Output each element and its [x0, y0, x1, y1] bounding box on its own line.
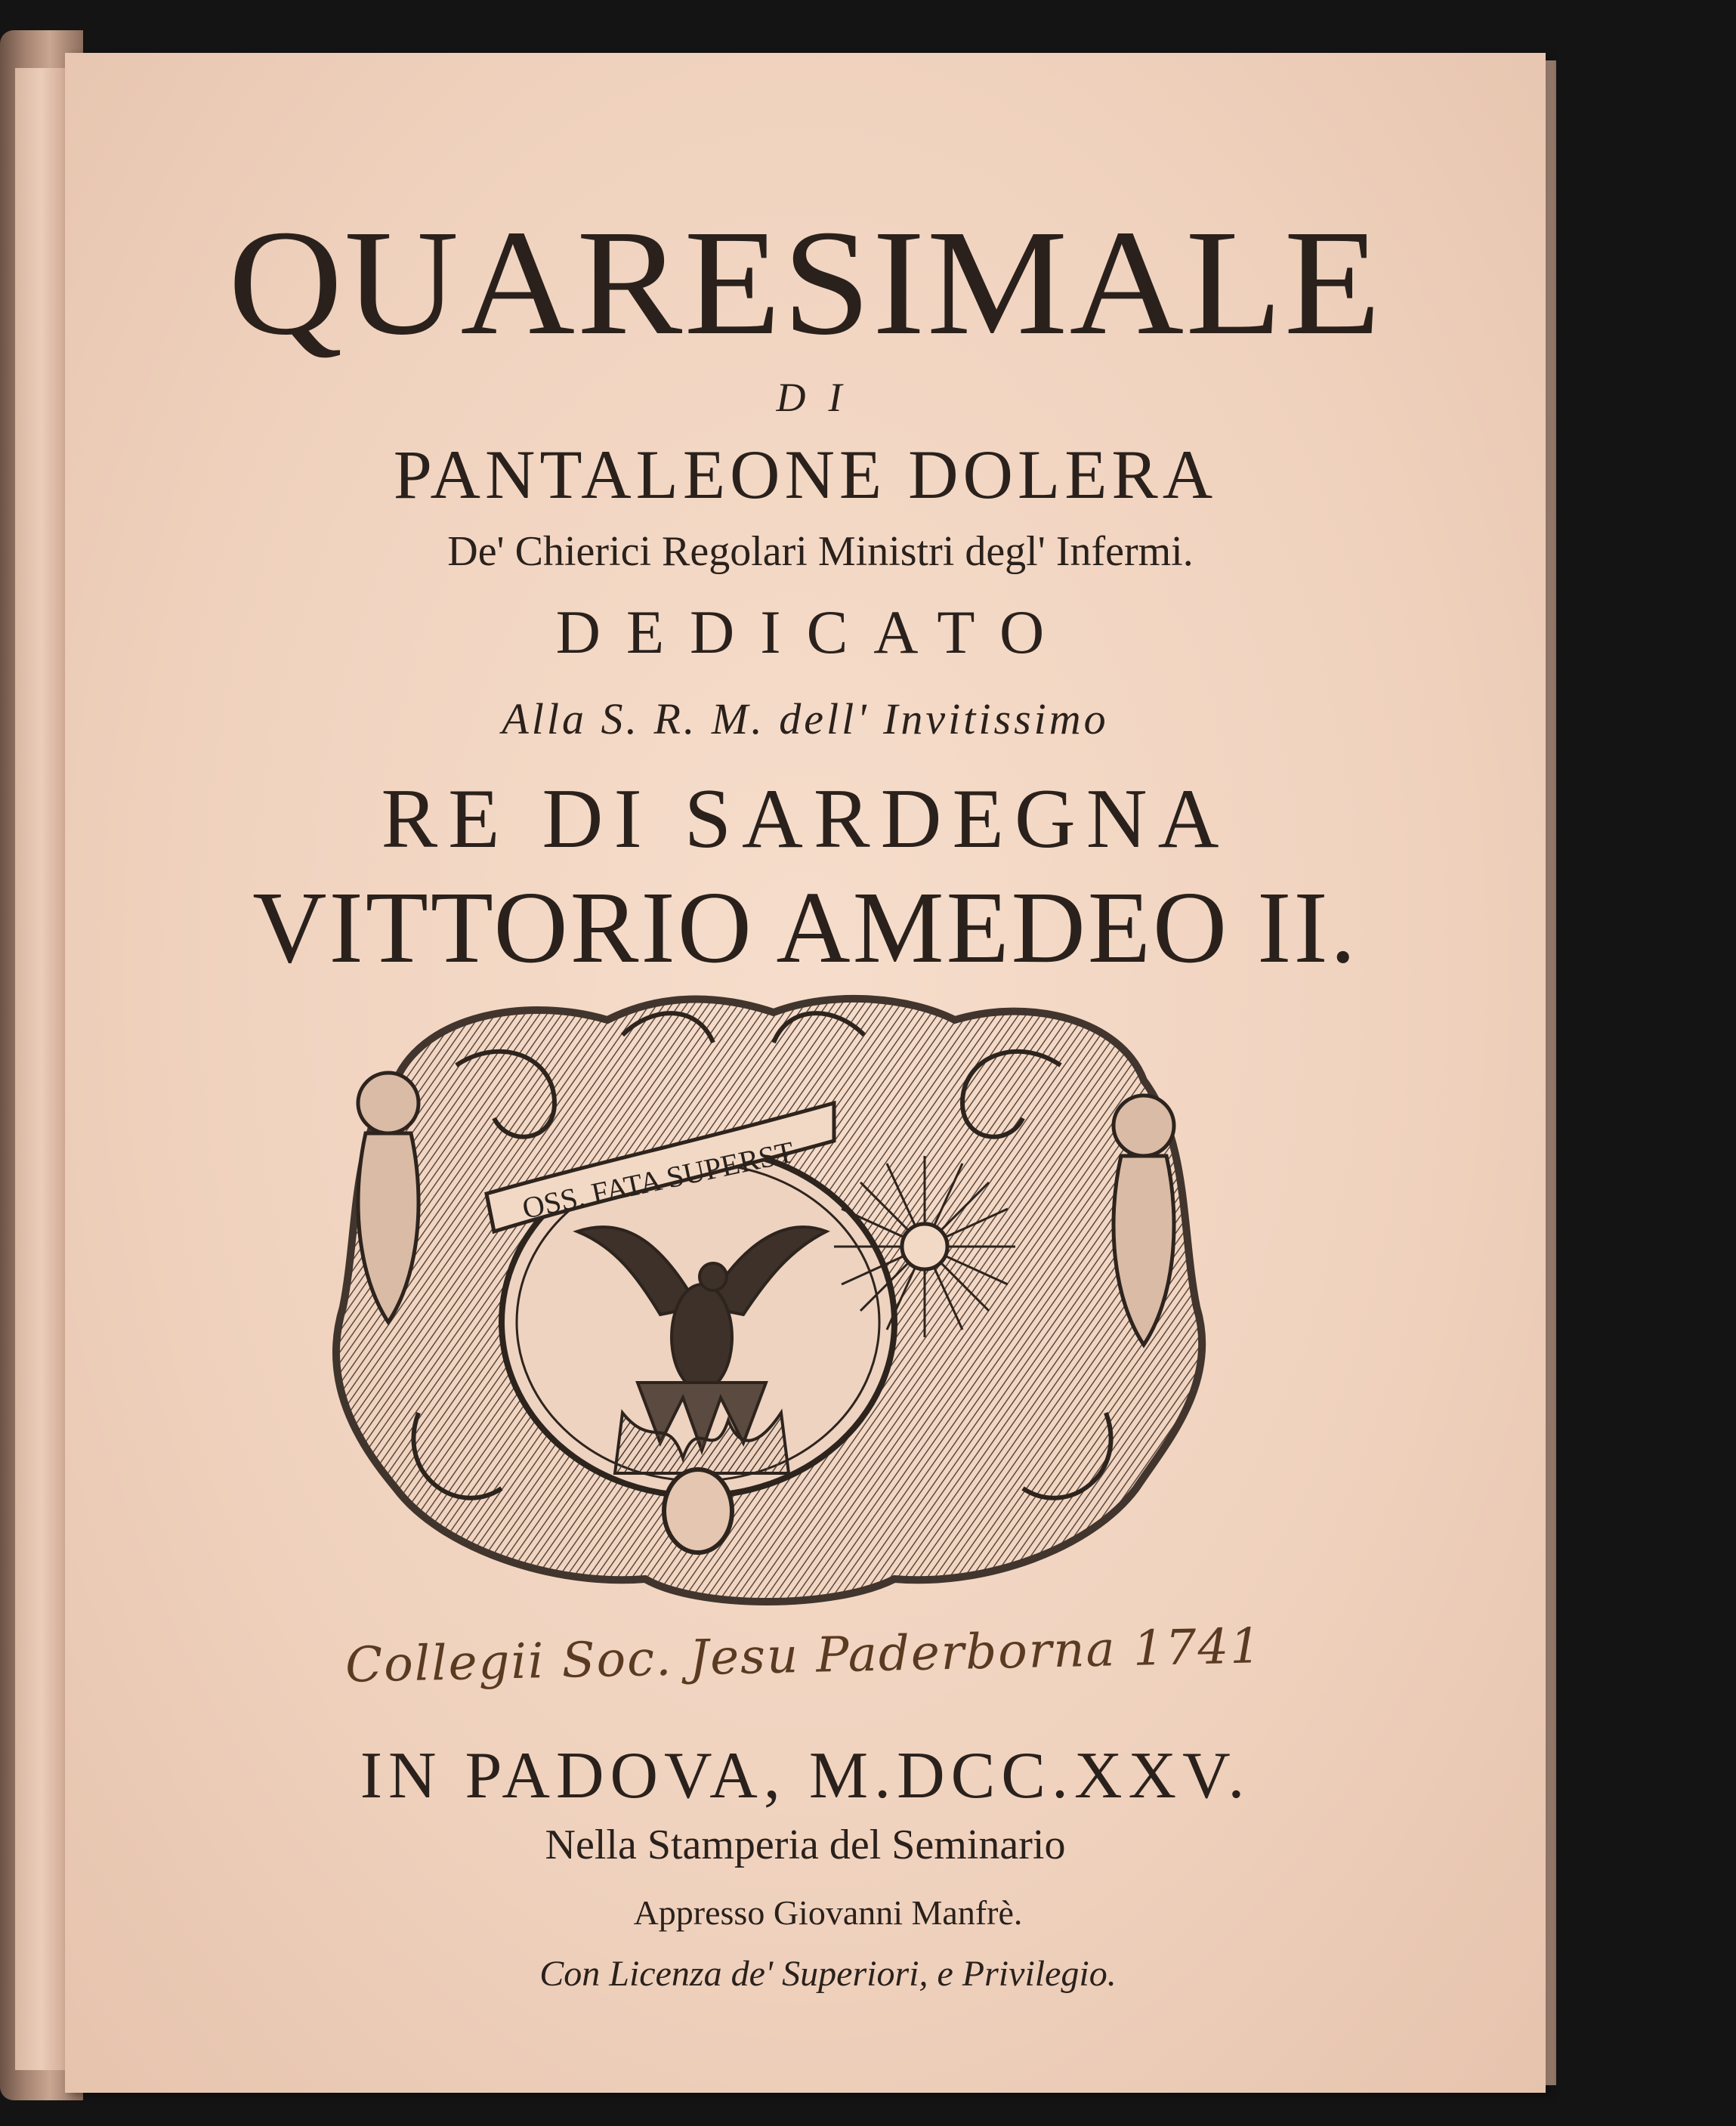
dedication-line: Alla S. R. M. dell' Invitissimo — [502, 694, 1109, 743]
book-title: QUARESIMALE — [227, 199, 1383, 366]
author-name: PANTALEONE DOLERA — [393, 436, 1218, 513]
imprint-license: Con Licenza de' Superiori, e Privilegio. — [539, 1954, 1117, 1994]
left-cherub-icon — [358, 1073, 419, 1133]
right-cherub-icon — [1114, 1095, 1174, 1156]
imprint-printer: Appresso Giovanni Manfrè. — [633, 1893, 1023, 1932]
religious-order: De' Chierici Regolari Ministri degl' Infermi. — [447, 528, 1194, 575]
imprint-press: Nella Stamperia del Seminario — [545, 1822, 1066, 1868]
title-page — [65, 53, 1546, 2093]
imprint-city-year: IN PADOVA, M.DCC.XXV. — [360, 1739, 1251, 1812]
dedication-heading: DEDICATO — [555, 598, 1070, 666]
manuscript-ownership-inscription: Collegii Soc. Jesu Paderborna 1741 — [344, 1618, 1263, 1694]
di-line: DI — [776, 375, 865, 420]
dedicatee-title: RE DI SARDEGNA — [381, 772, 1230, 866]
emblem-motto: OSS. FATA SUPERST — [519, 1134, 797, 1225]
phoenix-woodcut-emblem-icon — [305, 990, 1234, 1609]
sun-icon — [834, 1156, 1015, 1337]
dedicatee-name: VITTORIO AMEDEO II. — [252, 871, 1358, 984]
